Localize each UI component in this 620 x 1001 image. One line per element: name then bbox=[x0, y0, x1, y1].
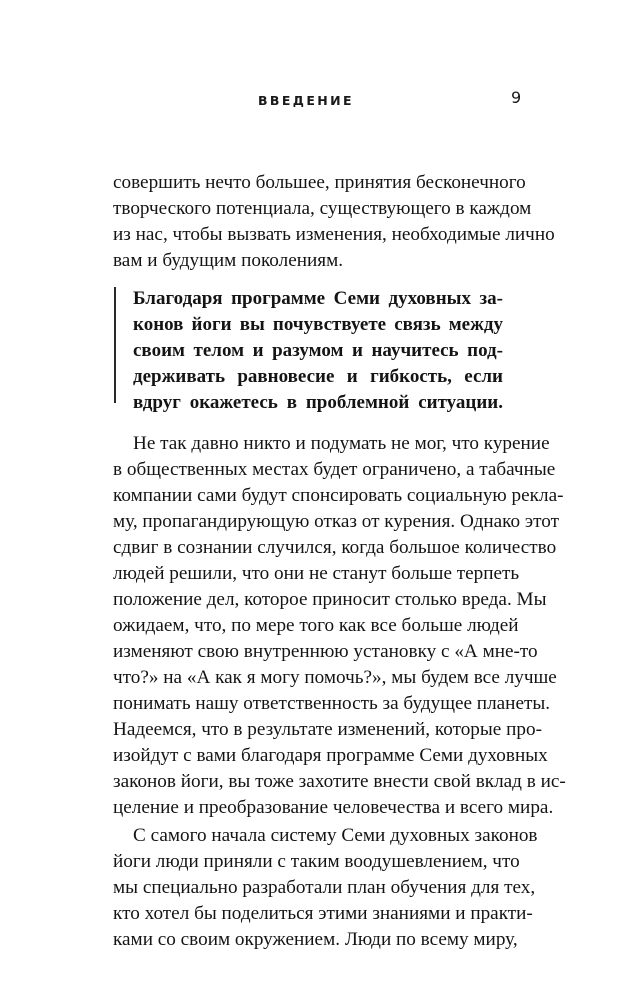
paragraph-line: кто хотел бы поделиться этими знаниями и практи- bbox=[113, 903, 533, 924]
paragraph-line: мы специально разработали план обучения для тех, bbox=[113, 877, 536, 898]
paragraph-line: в общественных местах будет ограничено, а табачные bbox=[113, 459, 556, 480]
pull-quote-rule bbox=[114, 287, 116, 403]
paragraph-line: из нас, чтобы вызвать изменения, необходимые лично bbox=[113, 224, 555, 245]
paragraph-line: положение дел, которое приносит столько вреда. Мы bbox=[113, 589, 547, 610]
paragraph-line: Не так давно никто и подумать не мог, что курение bbox=[133, 433, 550, 454]
paragraph-line: вам и будущим поколениям. bbox=[113, 250, 344, 271]
paragraph-line: целение и преобразование человечества и всего мира. bbox=[113, 797, 554, 818]
paragraph-line: понимать нашу ответственность за будущее планеты. bbox=[113, 693, 551, 714]
paragraph-line: законов йоги, вы тоже захотите внести свой вклад в ис- bbox=[113, 771, 566, 792]
paragraph-line: людей решили, что они не станут больше терпеть bbox=[113, 563, 520, 584]
paragraph-line: компании сами будут спонсировать социальную реклa- bbox=[113, 485, 564, 506]
running-head: ВВЕДЕНИЕ bbox=[258, 93, 354, 108]
paragraph-line: совершить нечто большее, принятия бесконечного bbox=[113, 172, 526, 193]
paragraph-line: что?» на «А как я могу помочь?», мы будем все лучше bbox=[113, 667, 557, 688]
paragraph-line: ожидаем, что, по мере того как все больше людей bbox=[113, 615, 519, 636]
pull-quote-line: вдруг окажетесь в проблемной ситуации. bbox=[133, 392, 503, 413]
paragraph-line: ками со своим окружением. Люди по всему миру, bbox=[113, 929, 518, 950]
pull-quote-line: держивать равновесие и гибкость, если bbox=[133, 366, 503, 387]
paragraph-line: изменяют свою внутреннюю установку с «А мне-то bbox=[113, 641, 538, 662]
pull-quote-line: конов йоги вы почувствуете связь между bbox=[133, 314, 503, 335]
paragraph-line: Надеемся, что в результате изменений, которые про- bbox=[113, 719, 542, 740]
paragraph-line: изойдут с вами благодаря программе Семи духовных bbox=[113, 745, 548, 766]
paragraph-line: творческого потенциала, существующего в каждом bbox=[113, 198, 532, 219]
pull-quote-line: Благодаря программе Семи духовных за- bbox=[133, 288, 503, 309]
page-number: 9 bbox=[511, 88, 522, 107]
paragraph-line: С самого начала систему Семи духовных законов bbox=[133, 825, 538, 846]
pull-quote-line: своим телом и разумом и научитесь под- bbox=[133, 340, 503, 361]
paragraph-line: йоги люди приняли с таким воодушевлением, что bbox=[113, 851, 520, 872]
paragraph-line: му, пропагандирующую отказ от курения. Однако этот bbox=[113, 511, 559, 532]
paragraph-line: сдвиг в сознании случился, когда большое количество bbox=[113, 537, 557, 558]
